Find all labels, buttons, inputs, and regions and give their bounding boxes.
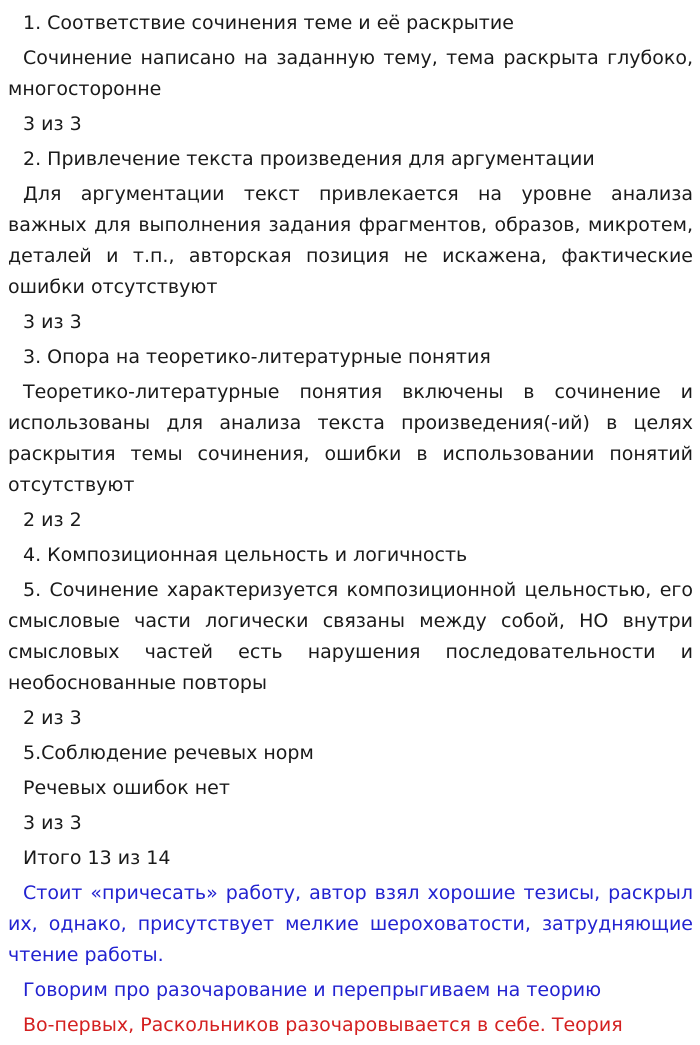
criterion-5-score: 3 из 3 [23,812,82,834]
criterion-4-description: 5. Сочинение характеризуется композиционной цельностью, его смысловые части логически связаны между собой, НО внутри смысловых частей есть нарушения последовательности и необоснованные повторы [8,579,693,694]
criterion-2-score: 3 из 3 [23,311,82,333]
criterion-1-description: Сочинение написано на заданную тему, тема раскрыта глубоко, многосторонне [8,47,693,100]
criterion-2-title: 2. Привлечение текста произведения для аргументации [23,148,595,170]
criterion-5-description: Речевых ошибок нет [23,777,230,799]
document-body [8,8,693,1045]
reviewer-essay-excerpt: Во-первых, Раскольников разочаровывается в себе. Теория [23,1014,623,1036]
reviewer-topic-note: Говорим про разочарование и перепрыгиваем на теорию [23,979,602,1001]
criterion-4-title: 4. Композиционная цельность и логичность [23,544,468,566]
criterion-3-score: 2 из 2 [23,509,82,531]
criterion-2-description: Для аргументации текст привлекается на уровне анализа важных для выполнения задания фрагментов, образов, микротем, деталей и т.п., авторская позиция не искажена, фактические ошибки отсутствуют [8,183,693,298]
criterion-3-title: 3. Опора на теоретико-литературные понятия [23,346,491,368]
criterion-1-title: 1. Соответствие сочинения теме и её раскрытие [23,12,514,34]
total-score: Итого 13 из 14 [23,847,171,869]
criterion-3-description: Теоретико-литературные понятия включены в сочинение и использованы для анализа текста произведения(-ий) в целях раскрытия темы сочинения, ошибки в использовании понятий отсутствуют [8,381,693,496]
criterion-1-score: 3 из 3 [23,113,82,135]
criterion-5-title: 5.Соблюдение речевых норм [23,742,314,764]
reviewer-summary-comment: Стоит «причесать» работу, автор взял хорошие тезисы, раскрыл их, однако, присутствует мелкие шероховатости, затрудняющие чтение работы. [8,882,693,966]
criterion-4-score: 2 из 3 [23,707,82,729]
